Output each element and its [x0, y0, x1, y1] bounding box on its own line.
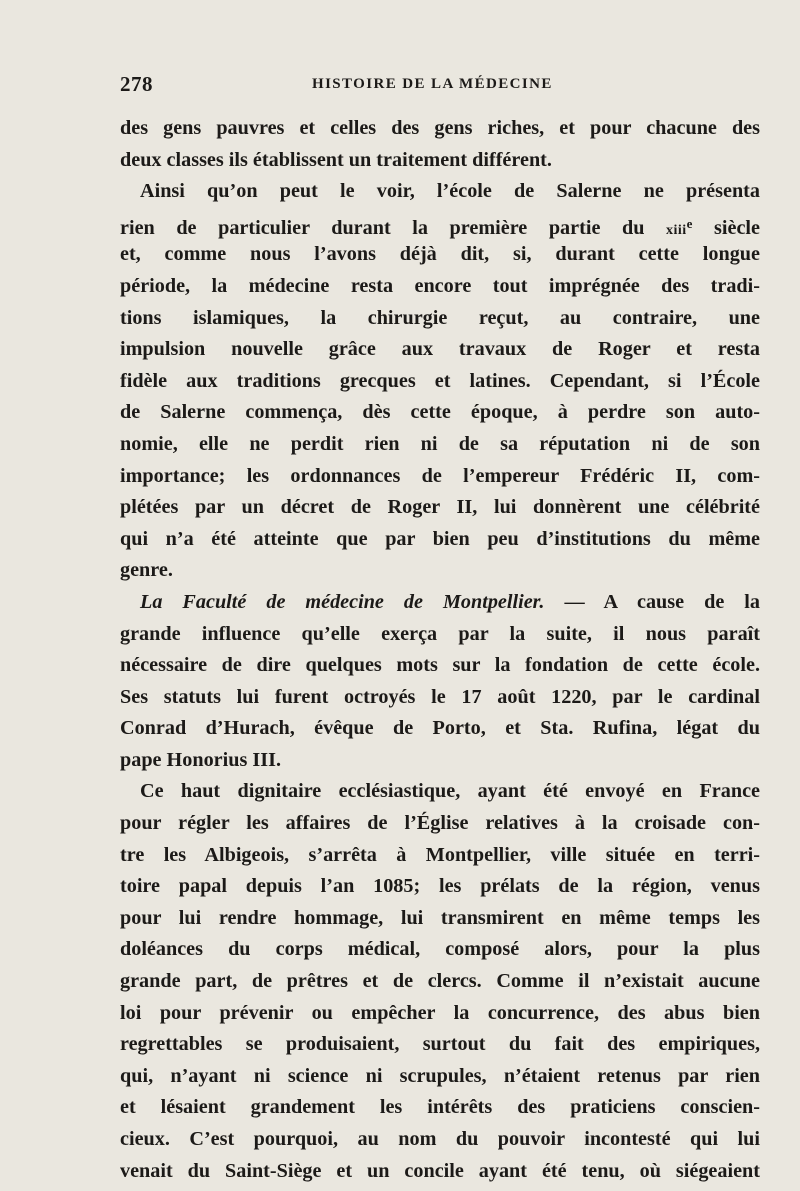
text-line: qui n’a été atteinte que par bien peu d’institutions du même: [120, 527, 760, 550]
text-fragment: — A cause de la: [544, 590, 760, 613]
text-line: et lésaient grandement les intérêts des praticiens conscien-: [120, 1096, 760, 1119]
text-line: qui, n’ayant ni science ni scrupules, n’étaient retenus par rien: [120, 1064, 760, 1087]
text-line: nomie, elle ne perdit rien ni de sa réputation ni de son: [120, 432, 760, 455]
text-line: venait du Saint-Siège et un concile ayant été tenu, où siégeaient: [120, 1159, 760, 1182]
text-line: [120, 587, 760, 619]
text-line: et, comme nous l’avons déjà dit, si, durant cette longue: [120, 243, 760, 266]
text-line: tions islamiques, la chirurgie reçut, au contraire, une: [120, 306, 760, 329]
body-text: [120, 113, 760, 1187]
text-line: impulsion nouvelle grâce aux travaux de Roger et resta: [120, 338, 760, 361]
text-line: nécessaire de dire quelques mots sur la fondation de cette école.: [120, 654, 760, 677]
text-line: pour régler les affaires de l’Église relatives à la croisade con-: [120, 812, 760, 835]
text-fragment: siècle: [692, 216, 760, 239]
text-line: toire papal depuis l’an 1085; les prélats de la région, venus: [120, 875, 760, 898]
text-line: Ses statuts lui furent octroyés le 17 août 1220, par le cardinal: [120, 685, 760, 708]
text-line: période, la médecine resta encore tout imprégnée des tradi-: [120, 274, 760, 297]
text-line: grande part, de prêtres et de clercs. Comme il n’existait aucune: [120, 970, 760, 993]
text-line: Ce haut dignitaire ecclésiastique, ayant été envoyé en France: [140, 780, 760, 803]
text-line: grande influence qu’elle exerça par la suite, il nous paraît: [120, 622, 760, 645]
page-number: 278: [120, 72, 153, 96]
text-fragment: rien de particulier durant la première partie du: [120, 216, 666, 239]
text-line: des gens pauvres et celles des gens riches, et pour chacune des: [120, 117, 760, 139]
text-line: Ainsi qu’on peut le voir, l’école de Salerne ne présenta: [140, 180, 760, 203]
text-line: [120, 208, 760, 240]
text-line: importance; les ordonnances de l’empereur Frédéric II, com-: [120, 464, 760, 487]
section-heading: La Faculté de médecine de Montpellier.: [140, 590, 545, 613]
text-line: cieux. C’est pourquoi, au nom du pouvoir incontesté qui lui: [120, 1128, 760, 1150]
text-line: genre.: [120, 559, 173, 582]
text-line: loi pour prévenir ou empêcher la concurrence, des abus bien: [120, 1001, 760, 1024]
running-head: [120, 72, 760, 102]
text-line: tre les Albigeois, s’arrêta à Montpellier, ville située en terri-: [120, 843, 760, 866]
superscript: e: [686, 215, 693, 231]
text-line: doléances du corps médical, composé alors, pour la plus: [120, 938, 760, 961]
text-line: deux classes ils établissent un traitement différent.: [120, 148, 552, 171]
text-line: plétées par un décret de Roger II, lui donnèrent une célébrité: [120, 496, 760, 519]
text-line: pape Honorius III.: [120, 748, 281, 771]
running-title: HISTOIRE DE LA MÉDECINE: [312, 76, 553, 92]
text-line: fidèle aux traditions grecques et latines. Cependant, si l’École: [120, 369, 760, 392]
century-numeral: xiii: [666, 222, 687, 238]
text-line: Conrad d’Hurach, évêque de Porto, et Sta. Rufina, légat du: [120, 717, 760, 740]
text-line: regrettables se produisaient, surtout du fait des empiriques,: [120, 1033, 760, 1056]
text-line: de Salerne commença, dès cette époque, à perdre son auto-: [120, 401, 760, 424]
text-line: pour lui rendre hommage, lui transmirent en même temps les: [120, 906, 760, 929]
